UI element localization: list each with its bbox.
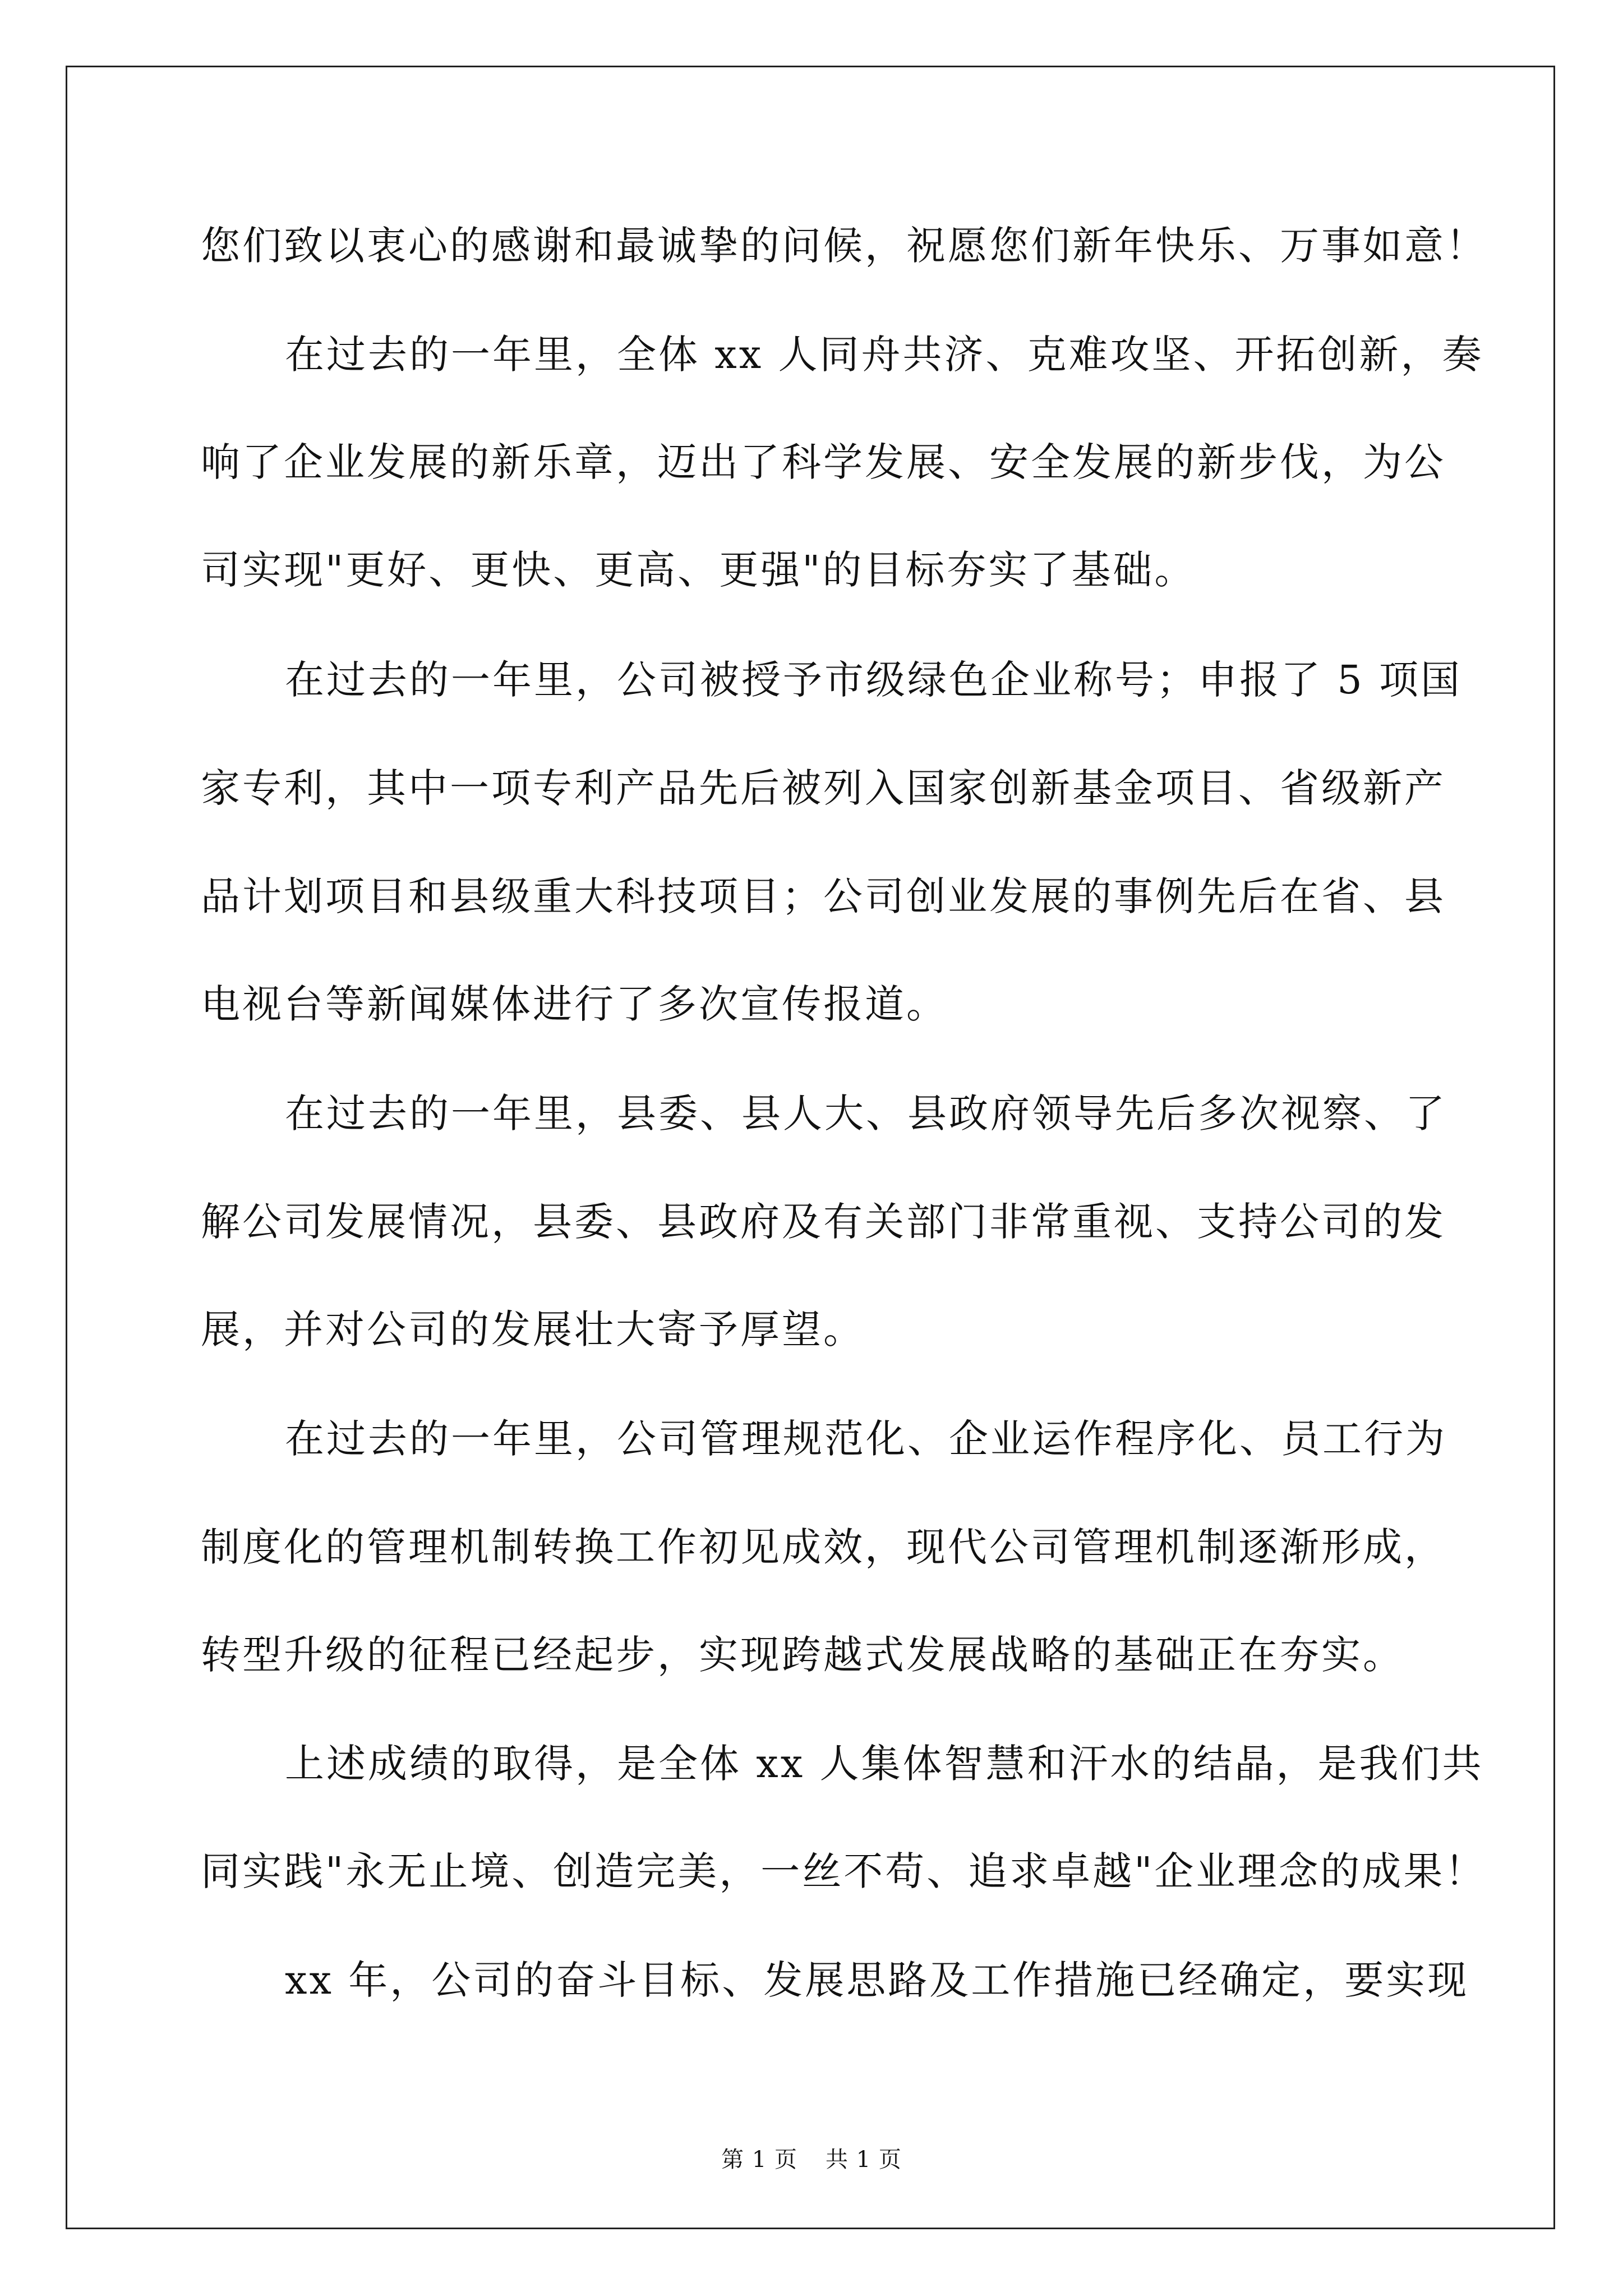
text-line: xx 年，公司的奋斗目标、发展思路及工作措施已经确定，要实现 [285,1957,1469,2003]
text-line: 响了企业发展的新乐章，迈出了科学发展、安全发展的新步伐，为公 [201,439,1446,485]
text-line: 您们致以衷心的感谢和最诚挚的问候，祝愿您们新年快乐、万事如意！ [201,223,1487,269]
page-border [66,66,1555,2229]
page-number-total: 共 1 页 [826,2147,902,2173]
text-line: 在过去的一年里，公司管理规范化、企业运作程序化、员工行为 [285,1416,1447,1462]
text-line: 同实践"永无止境、创造完美，一丝不苟、追求卓越"企业理念的成果！ [201,1848,1487,1894]
text-line: 制度化的管理机制转换工作初见成效，现代公司管理机制逐渐形成， [201,1524,1446,1570]
text-line: 在过去的一年里，全体 xx 人同舟共济、克难攻坚、开拓创新，奏 [285,332,1484,378]
text-line: 解公司发展情况，县委、县政府及有关部门非常重视、支持公司的发 [201,1199,1446,1245]
text-line: 电视台等新闻媒体进行了多次宣传报道。 [201,981,948,1027]
text-line: 司实现"更好、更快、更高、更强"的目标夯实了基础。 [201,547,1196,593]
text-line: 在过去的一年里，县委、县人大、县政府领导先后多次视察、了 [285,1091,1447,1137]
page-footer [0,2142,1623,2174]
text-line: 品计划项目和县级重大科技项目；公司创业发展的事例先后在省、县 [201,873,1446,919]
text-line: 展，并对公司的发展壮大寄予厚望。 [201,1306,865,1352]
text-line: 转型升级的征程已经起步，实现跨越式发展战略的基础正在夯实。 [201,1632,1404,1678]
text-line: 家专利，其中一项专利产品先后被列入国家创新基金项目、省级新产 [201,765,1446,811]
page-number-current: 第 1 页 [721,2147,797,2173]
text-line: 上述成绩的取得，是全体 xx 人集体智慧和汗水的结晶，是我们共 [285,1741,1484,1787]
text-line: 在过去的一年里，公司被授予市级绿色企业称号；申报了 5 项国 [285,657,1463,703]
